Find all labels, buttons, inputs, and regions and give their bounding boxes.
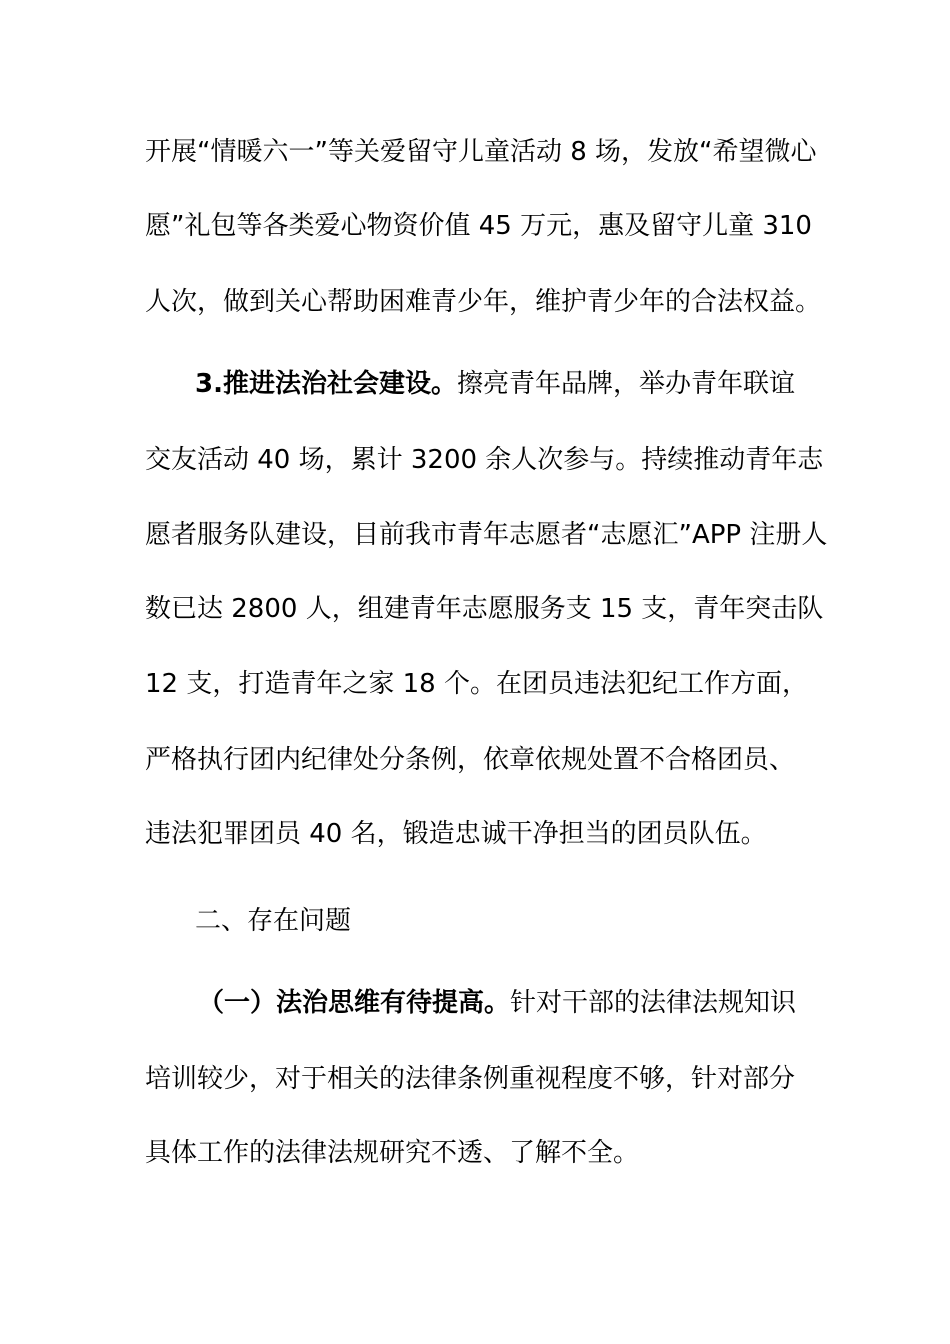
section-3-heading: 3.推进法治社会建设。 xyxy=(195,369,457,399)
body-line-3: 人次，做到关心帮助困难青少年，维护青少年的合法权益。 xyxy=(145,287,822,317)
section-heading-problems: 二、存在问题 xyxy=(195,906,352,936)
body-line-13: 培训较少，对于相关的法律条例重视程度不够，针对部分 xyxy=(145,1064,796,1094)
subsection-1-text: 针对干部的法律法规知识 xyxy=(510,988,797,1018)
body-line-1: 开展“情暖六一”等关爱留守儿童活动 8 场，发放“希望微心 xyxy=(145,137,817,167)
body-line-5: 交友活动 40 场，累计 3200 余人次参与。持续推动青年志 xyxy=(145,445,824,475)
body-line-2: 愿”礼包等各类爱心物资价值 45 万元，惠及留守儿童 310 xyxy=(145,211,812,241)
section-3-text: 擦亮青年品牌，举办青年联谊 xyxy=(456,369,795,399)
subsection-1-heading: （一）法治思维有待提高。 xyxy=(198,988,511,1018)
section-3-line xyxy=(195,367,795,401)
body-line-10: 违法犯罪团员 40 名，锻造忠诚干净担当的团员队伍。 xyxy=(145,819,767,849)
body-line-7: 数已达 2800 人，组建青年志愿服务支 15 支，青年突击队 xyxy=(145,594,824,624)
body-line-6: 愿者服务队建设，目前我市青年志愿者“志愿汇”APP 注册人 xyxy=(145,520,828,550)
body-line-14: 具体工作的法律法规研究不透、了解不全。 xyxy=(145,1138,640,1168)
subsection-1-line xyxy=(198,986,796,1020)
body-line-8: 12 支，打造青年之家 18 个。在团员违法犯纪工作方面， xyxy=(145,669,808,699)
body-line-9: 严格执行团内纪律处分条例，依章依规处置不合格团员、 xyxy=(145,745,796,775)
